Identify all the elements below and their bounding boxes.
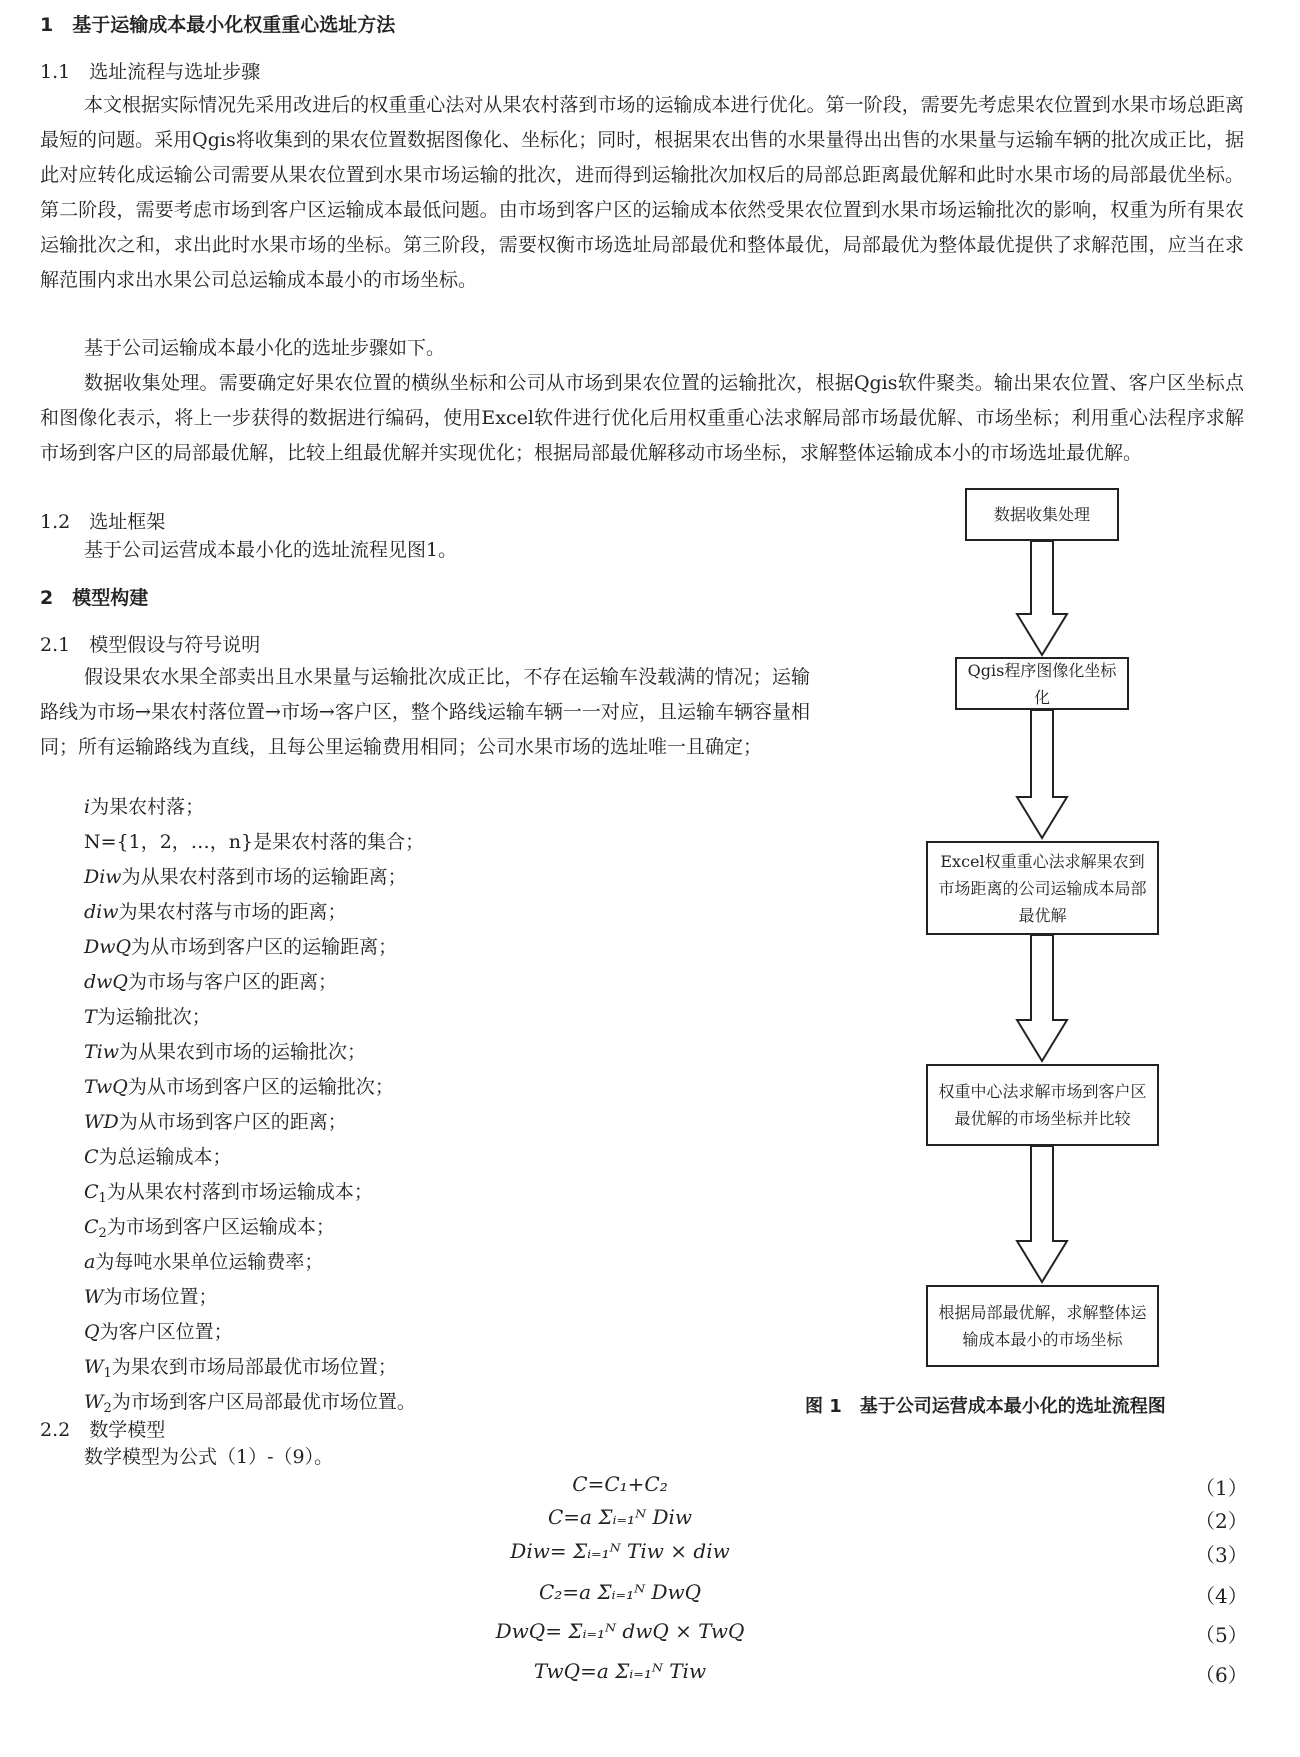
symbol-name: Diw — [84, 866, 122, 888]
symbol-description: 为果农村落与市场的距离； — [118, 901, 347, 923]
equation-1: C=C₁+C₂ — [572, 1472, 668, 1496]
symbol-name: W — [84, 1391, 104, 1413]
flow-arrow-2 — [1017, 710, 1067, 838]
symbol-name: C — [84, 1181, 99, 1203]
symbol-name: Q — [84, 1321, 100, 1343]
symbol-description: 为市场到客户区运输成本； — [106, 1216, 335, 1238]
flow-step-4: 权重中心法求解市场到客户区最优解的市场坐标并比较 — [926, 1064, 1159, 1146]
symbol-description: 为果农村落； — [90, 796, 205, 818]
symbol-description: 为客户区位置； — [99, 1321, 233, 1343]
symbol-name: DwQ — [84, 936, 132, 958]
symbol-description: 为市场与客户区的距离； — [128, 971, 338, 993]
equation-number-5: （5） — [1195, 1623, 1248, 1647]
section-1-2-paragraph: 基于公司运营成本最小化的选址流程见图1。 — [84, 539, 458, 561]
section-1-title: 1 基于运输成本最小化权重重心选址方法 — [40, 14, 396, 36]
symbol-name: WD — [84, 1111, 119, 1133]
symbol-name: a — [84, 1251, 96, 1273]
section-2-2-title: 2.2 数学模型 — [40, 1419, 166, 1441]
flow-step-5: 根据局部最优解，求解整体运输成本最小的市场坐标 — [926, 1285, 1159, 1367]
equation-number-1: （1） — [1195, 1476, 1248, 1500]
equation-6: TwQ=a Σᵢ₌₁ᴺ Tiw — [533, 1659, 707, 1683]
symbol-subscript: 2 — [103, 1401, 112, 1416]
section-1-1-paragraph-1: 本文根据实际情况先采用改进后的权重重心法对从果农村落到市场的运输成本进行优化。第一阶段，需要先考虑果农位置到水果市场总距离最短的问题。采用Qgis将收集到的果农位置数据图像化、坐标化；同时，根据果农出售的水果量得出出售的水果量与运输车辆的批次成正比，据此对应转化成运输公司需要从果农位置到水果市场运输的批次，进而得到运输批次加权后的局部总距离最优解和此时水果市场的局部最优坐标。第二阶段，需要考虑市场到客户区运输成本最低问题。由市场到客户区的运输成本依然受果农位置到水果市场运输批次的影响，权重为所有果农运输批次之和，求出此时水果市场的坐标。第三阶段，需要权衡市场选址局部最优和整体最优，局部最优为整体最优提供了求解范围，应当在求解范围内求出水果公司总运输成本最小的市场坐标。 — [40, 94, 1244, 291]
section-2-1-paragraph: 假设果农水果全部卖出且水果量与运输批次成正比，不存在运输车没载满的情况；运输路线为市场→果农村落位置→市场→客户区，整个路线运输车辆一一对应，且运输车辆容量相同；所有运输路线为直线，且每公里运输费用相同；公司水果市场的选址唯一且确定； — [40, 666, 810, 758]
flow-step-3: Excel权重重心法求解果农到市场距离的公司运输成本局部最优解 — [926, 841, 1159, 935]
flow-arrow-3 — [1017, 935, 1067, 1061]
symbol-description: 为运输批次； — [96, 1006, 211, 1028]
flow-step-2: Qgis程序图像化坐标化 — [955, 657, 1129, 710]
section-1-2-title: 1.2 选址框架 — [40, 511, 166, 533]
symbol-subscript: 1 — [98, 1191, 107, 1206]
figure-1-caption: 图 1 基于公司运营成本最小化的选址流程图 — [805, 1396, 1166, 1417]
symbol-description: 为从果农到市场的运输批次； — [119, 1041, 367, 1063]
symbol-description: N={1，2，…，n}是果农村落的集合； — [84, 831, 425, 853]
symbol-name: i — [84, 796, 91, 818]
equation-5: DwQ= Σᵢ₌₁ᴺ dwQ × TwQ — [495, 1619, 745, 1643]
symbol-description: 为果农到市场局部最优市场位置； — [111, 1356, 397, 1378]
symbol-name: C — [84, 1216, 99, 1238]
equation-number-6: （6） — [1195, 1663, 1248, 1687]
symbol-name: dwQ — [84, 971, 129, 993]
equation-2: C=a Σᵢ₌₁ᴺ Diw — [547, 1505, 692, 1529]
symbol-description: 为从果农村落到市场运输成本； — [106, 1181, 373, 1203]
symbol-name: TwQ — [84, 1076, 128, 1098]
symbol-name: C — [84, 1146, 99, 1168]
flow-arrow-4 — [1017, 1146, 1067, 1282]
symbol-name: diw — [84, 901, 119, 923]
equation-number-2: （2） — [1195, 1509, 1248, 1533]
symbol-name: T — [84, 1006, 97, 1028]
equation-3: Diw= Σᵢ₌₁ᴺ Tiw × diw — [510, 1539, 730, 1563]
symbol-description: 为总运输成本； — [98, 1146, 232, 1168]
symbol-description: 为每吨水果单位运输费率； — [95, 1251, 324, 1273]
section-2-title: 2 模型构建 — [40, 587, 149, 609]
symbol-subscript: 1 — [103, 1366, 112, 1381]
section-1-1-paragraph-3: 数据收集处理。需要确定好果农位置的横纵坐标和公司从市场到果农位置的运输批次，根据Qgis软件聚类。输出果农位置、客户区坐标点和图像化表示，将上一步获得的数据进行编码，使用Excel软件进行优化后用权重重心法求解局部市场最优解、市场坐标；利用重心法程序求解市场到客户区的局部最优解，比较上组最优解并实现优化；根据局部最优解移动市场坐标，求解整体运输成本小的市场选址最优解。 — [40, 372, 1244, 464]
flow-step-1: 数据收集处理 — [965, 488, 1119, 541]
section-2-2-paragraph: 数学模型为公式（1）-（9）。 — [84, 1446, 334, 1468]
equation-number-3: （3） — [1195, 1543, 1248, 1567]
symbol-description: 为从市场到客户区的运输批次； — [127, 1076, 394, 1098]
equation-number-4: （4） — [1195, 1584, 1248, 1608]
section-1-1-title: 1.1 选址流程与选址步骤 — [40, 61, 261, 83]
section-2-1-title: 2.1 模型假设与符号说明 — [40, 634, 261, 656]
symbol-name: Tiw — [84, 1041, 120, 1063]
section-1-1-paragraph-2: 基于公司运输成本最小化的选址步骤如下。 — [84, 337, 446, 359]
flow-arrow-1 — [1017, 541, 1067, 655]
symbol-description: 为市场到客户区局部最优市场位置。 — [111, 1391, 416, 1413]
symbol-name: W — [84, 1356, 104, 1378]
symbol-subscript: 2 — [98, 1226, 107, 1241]
equation-4: C₂=a Σᵢ₌₁ᴺ DwQ — [538, 1580, 702, 1604]
symbol-name: W — [84, 1286, 104, 1308]
symbol-description: 为从市场到客户区的距离； — [118, 1111, 347, 1133]
symbol-description: 为从市场到客户区的运输距离； — [131, 936, 398, 958]
symbol-description: 为从果农村落到市场的运输距离； — [121, 866, 407, 888]
symbol-description: 为市场位置； — [103, 1286, 218, 1308]
